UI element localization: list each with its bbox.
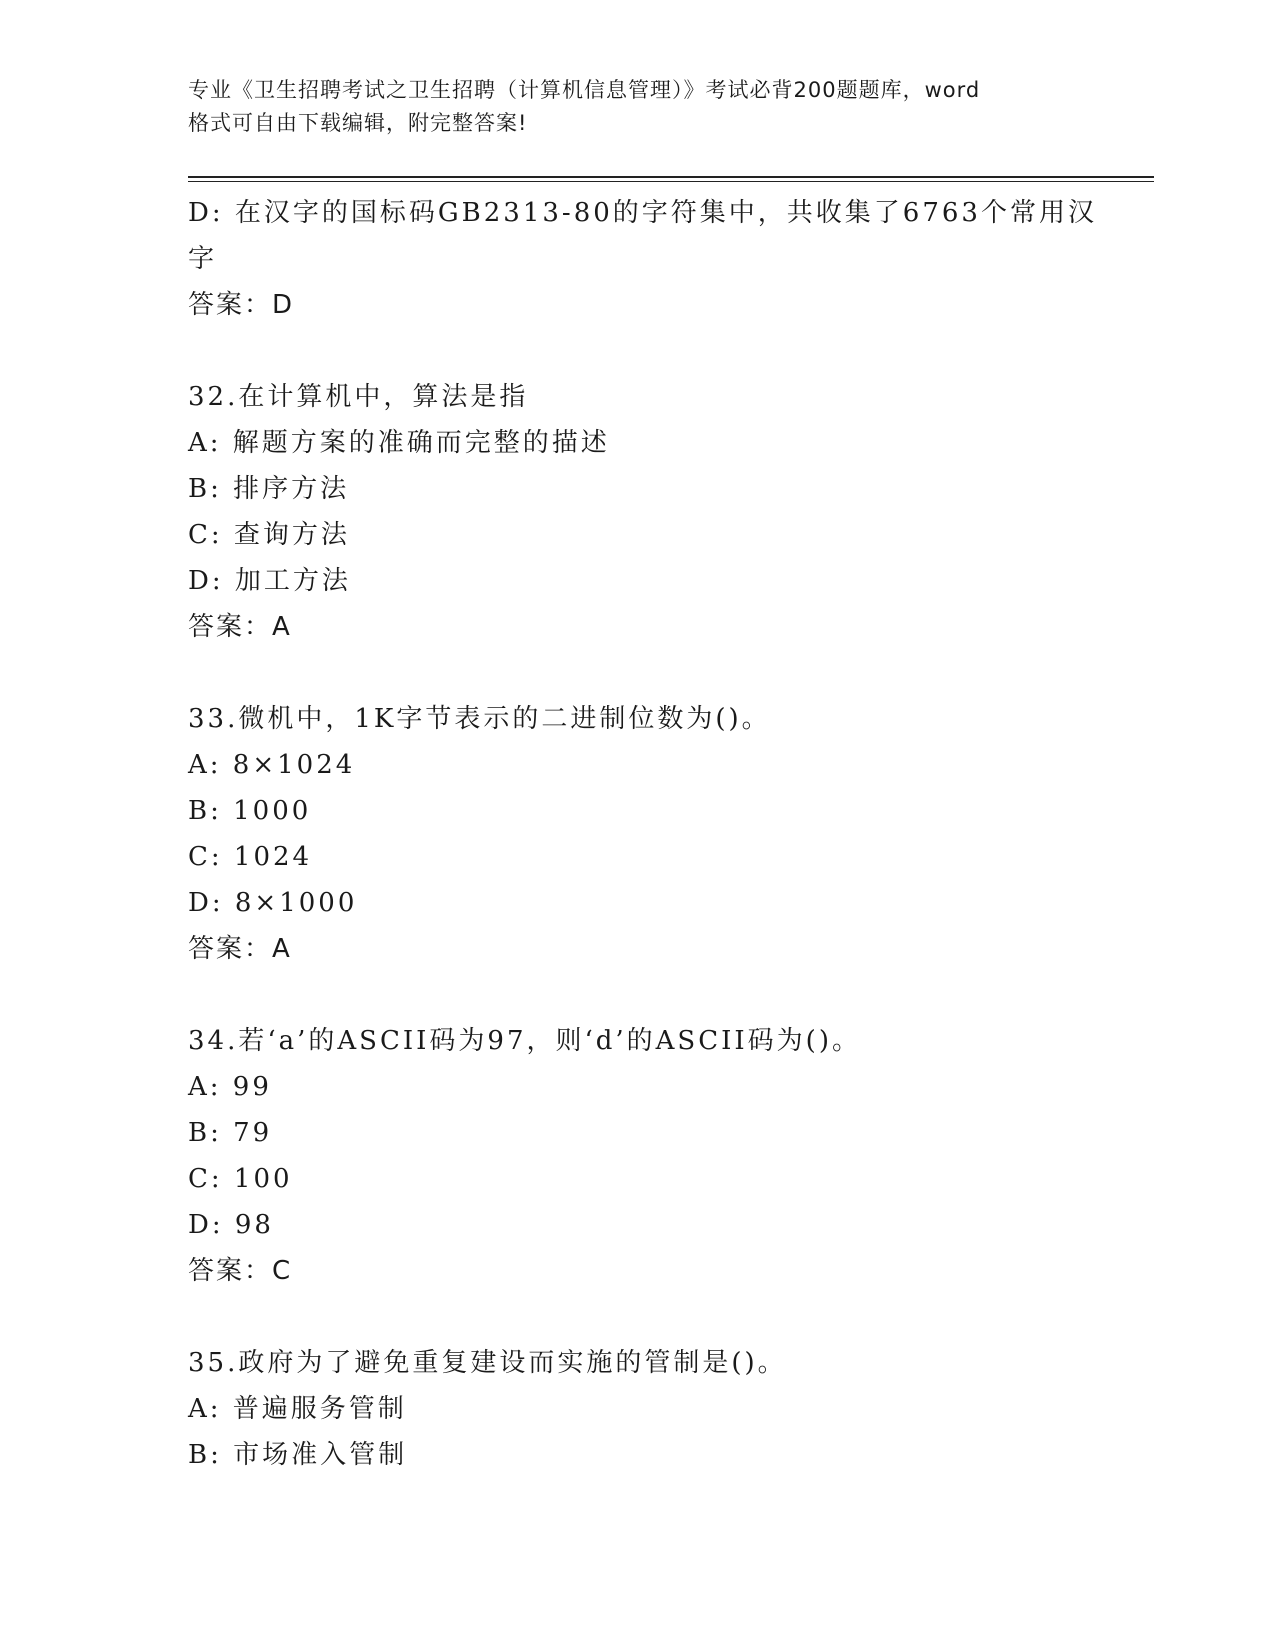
option-a: A: 解题方案的准确而完整的描述	[188, 428, 610, 458]
header-line-2: 格式可自由下载编辑，附完整答案!	[188, 111, 528, 135]
question-35	[188, 1340, 1088, 1478]
option-b: B: 1000	[188, 796, 312, 826]
answer-line: 答案：A	[188, 612, 292, 642]
header-line-1: 专业《卫生招聘考试之卫生招聘（计算机信息管理）》考试必背200题题库，word	[188, 78, 981, 102]
question-32	[188, 374, 1088, 650]
question-stem: 33.微机中，1K字节表示的二进制位数为()。	[188, 704, 771, 734]
document-header	[188, 74, 1088, 140]
option-c: C: 查询方法	[188, 520, 350, 550]
question-list	[188, 190, 1097, 1478]
question-stem: 35.政府为了避免重复建设而实施的管制是()。	[188, 1348, 787, 1378]
question-33	[188, 696, 1088, 972]
option-d: D: 98	[188, 1210, 274, 1240]
answer-line: 答案：D	[188, 290, 295, 320]
option-a: A: 99	[188, 1072, 272, 1102]
option-a: A: 普遍服务管制	[188, 1394, 407, 1424]
header-divider-thin	[188, 181, 1154, 182]
option-d: D: 8×1000	[188, 888, 358, 918]
option-c: C: 1024	[188, 842, 313, 872]
question-31-tail	[188, 190, 1097, 328]
option-b: B: 79	[188, 1118, 273, 1148]
option-a: A: 8×1024	[188, 750, 356, 780]
answer-line: 答案：C	[188, 1256, 293, 1286]
option-d: D: 加工方法	[188, 566, 351, 596]
option-c: C: 100	[188, 1164, 293, 1194]
option-b: B: 市场准入管制	[188, 1440, 408, 1470]
question-34	[188, 1018, 1088, 1294]
header-divider-thick	[188, 176, 1154, 178]
question-stem: 34.若‘a’的ASCII码为97，则‘d’的ASCII码为()。	[188, 1026, 861, 1056]
option-d-continued: 字	[188, 244, 218, 274]
option-b: B: 排序方法	[188, 474, 350, 504]
option-d: D: 在汉字的国标码GB2313-80的字符集中，共收集了6763个常用汉	[188, 198, 1097, 228]
answer-line: 答案：A	[188, 934, 292, 964]
question-stem: 32.在计算机中，算法是指	[188, 382, 529, 412]
